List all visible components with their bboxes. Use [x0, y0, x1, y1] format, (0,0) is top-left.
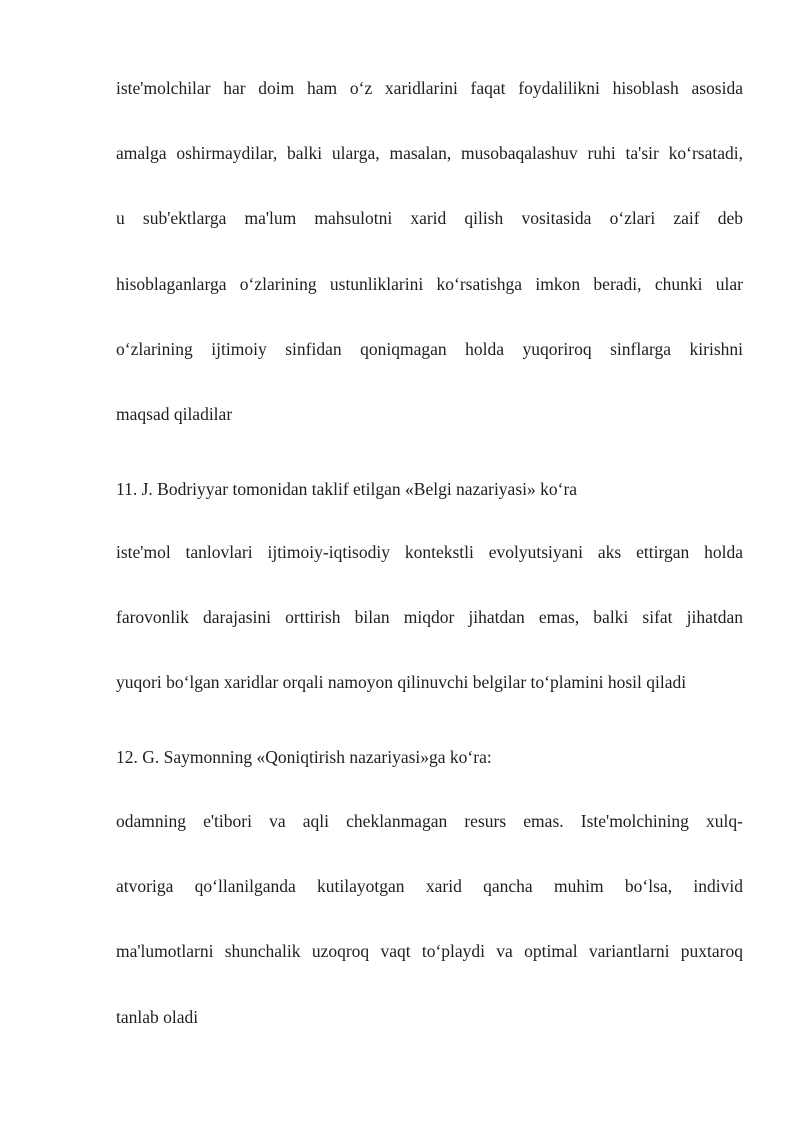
text-line: hisoblaganlarga o‘zlarining ustunliklarini ko‘rsatishga imkon beradi, chunki ular — [116, 273, 743, 294]
text-line: tanlab oladi — [116, 1006, 199, 1027]
text-line: iste'mol tanlovlari ijtimoiy-iqtisodiy kontekstli evolyutsiyani aks ettirgan holda — [116, 542, 743, 562]
paragraph-satisficing-theory — [116, 810, 743, 1071]
question-12-heading: 12. G. Saymonning «Qoniqtirish nazariyasi»ga ko‘ra: — [116, 747, 492, 767]
text-line: u sub'ektlarga ma'lum mahsulotni xarid qilish vositasida o‘zlari zaif deb — [116, 208, 743, 229]
text-line: farovonlik darajasini orttirish bilan miqdor jihatdan emas, balki sifat jihatdan — [116, 607, 743, 628]
text-line: odamning e'tibori va aqli cheklanmagan resurs emas. Iste'molchining xulq- — [116, 811, 743, 831]
question-11-heading: 11. J. Bodriyyar tomonidan taklif etilgan «Belgi nazariyasi» ko‘ra — [116, 479, 578, 499]
paragraph-consumer-motivation — [116, 77, 743, 468]
paragraph-sign-theory — [116, 541, 743, 737]
text-line: ma'lumotlarni shunchalik uzoqroq vaqt to‘playdi va optimal variantlarni puxtaroq — [116, 941, 743, 962]
text-line: yuqori bo‘lgan xaridlar orqali namoyon qilinuvchi belgilar to‘plamini hosil qiladi — [116, 672, 687, 693]
text-line: amalga oshirmaydilar, balki ularga, masalan, musobaqalashuv ruhi ta'sir ko‘rsatadi, — [116, 143, 743, 164]
text-line: iste'molchilar har doim ham o‘z xaridlarini faqat foydalilikni hisoblash asosida — [116, 78, 743, 98]
text-line: atvoriga qo‘llanilganda kutilayotgan xarid qancha muhim bo‘lsa, individ — [116, 876, 743, 897]
text-line: maqsad qiladilar — [116, 403, 233, 424]
text-line: o‘zlarining ijtimoiy sinfidan qoniqmagan holda yuqoriroq sinflarga kirishni — [116, 338, 743, 359]
